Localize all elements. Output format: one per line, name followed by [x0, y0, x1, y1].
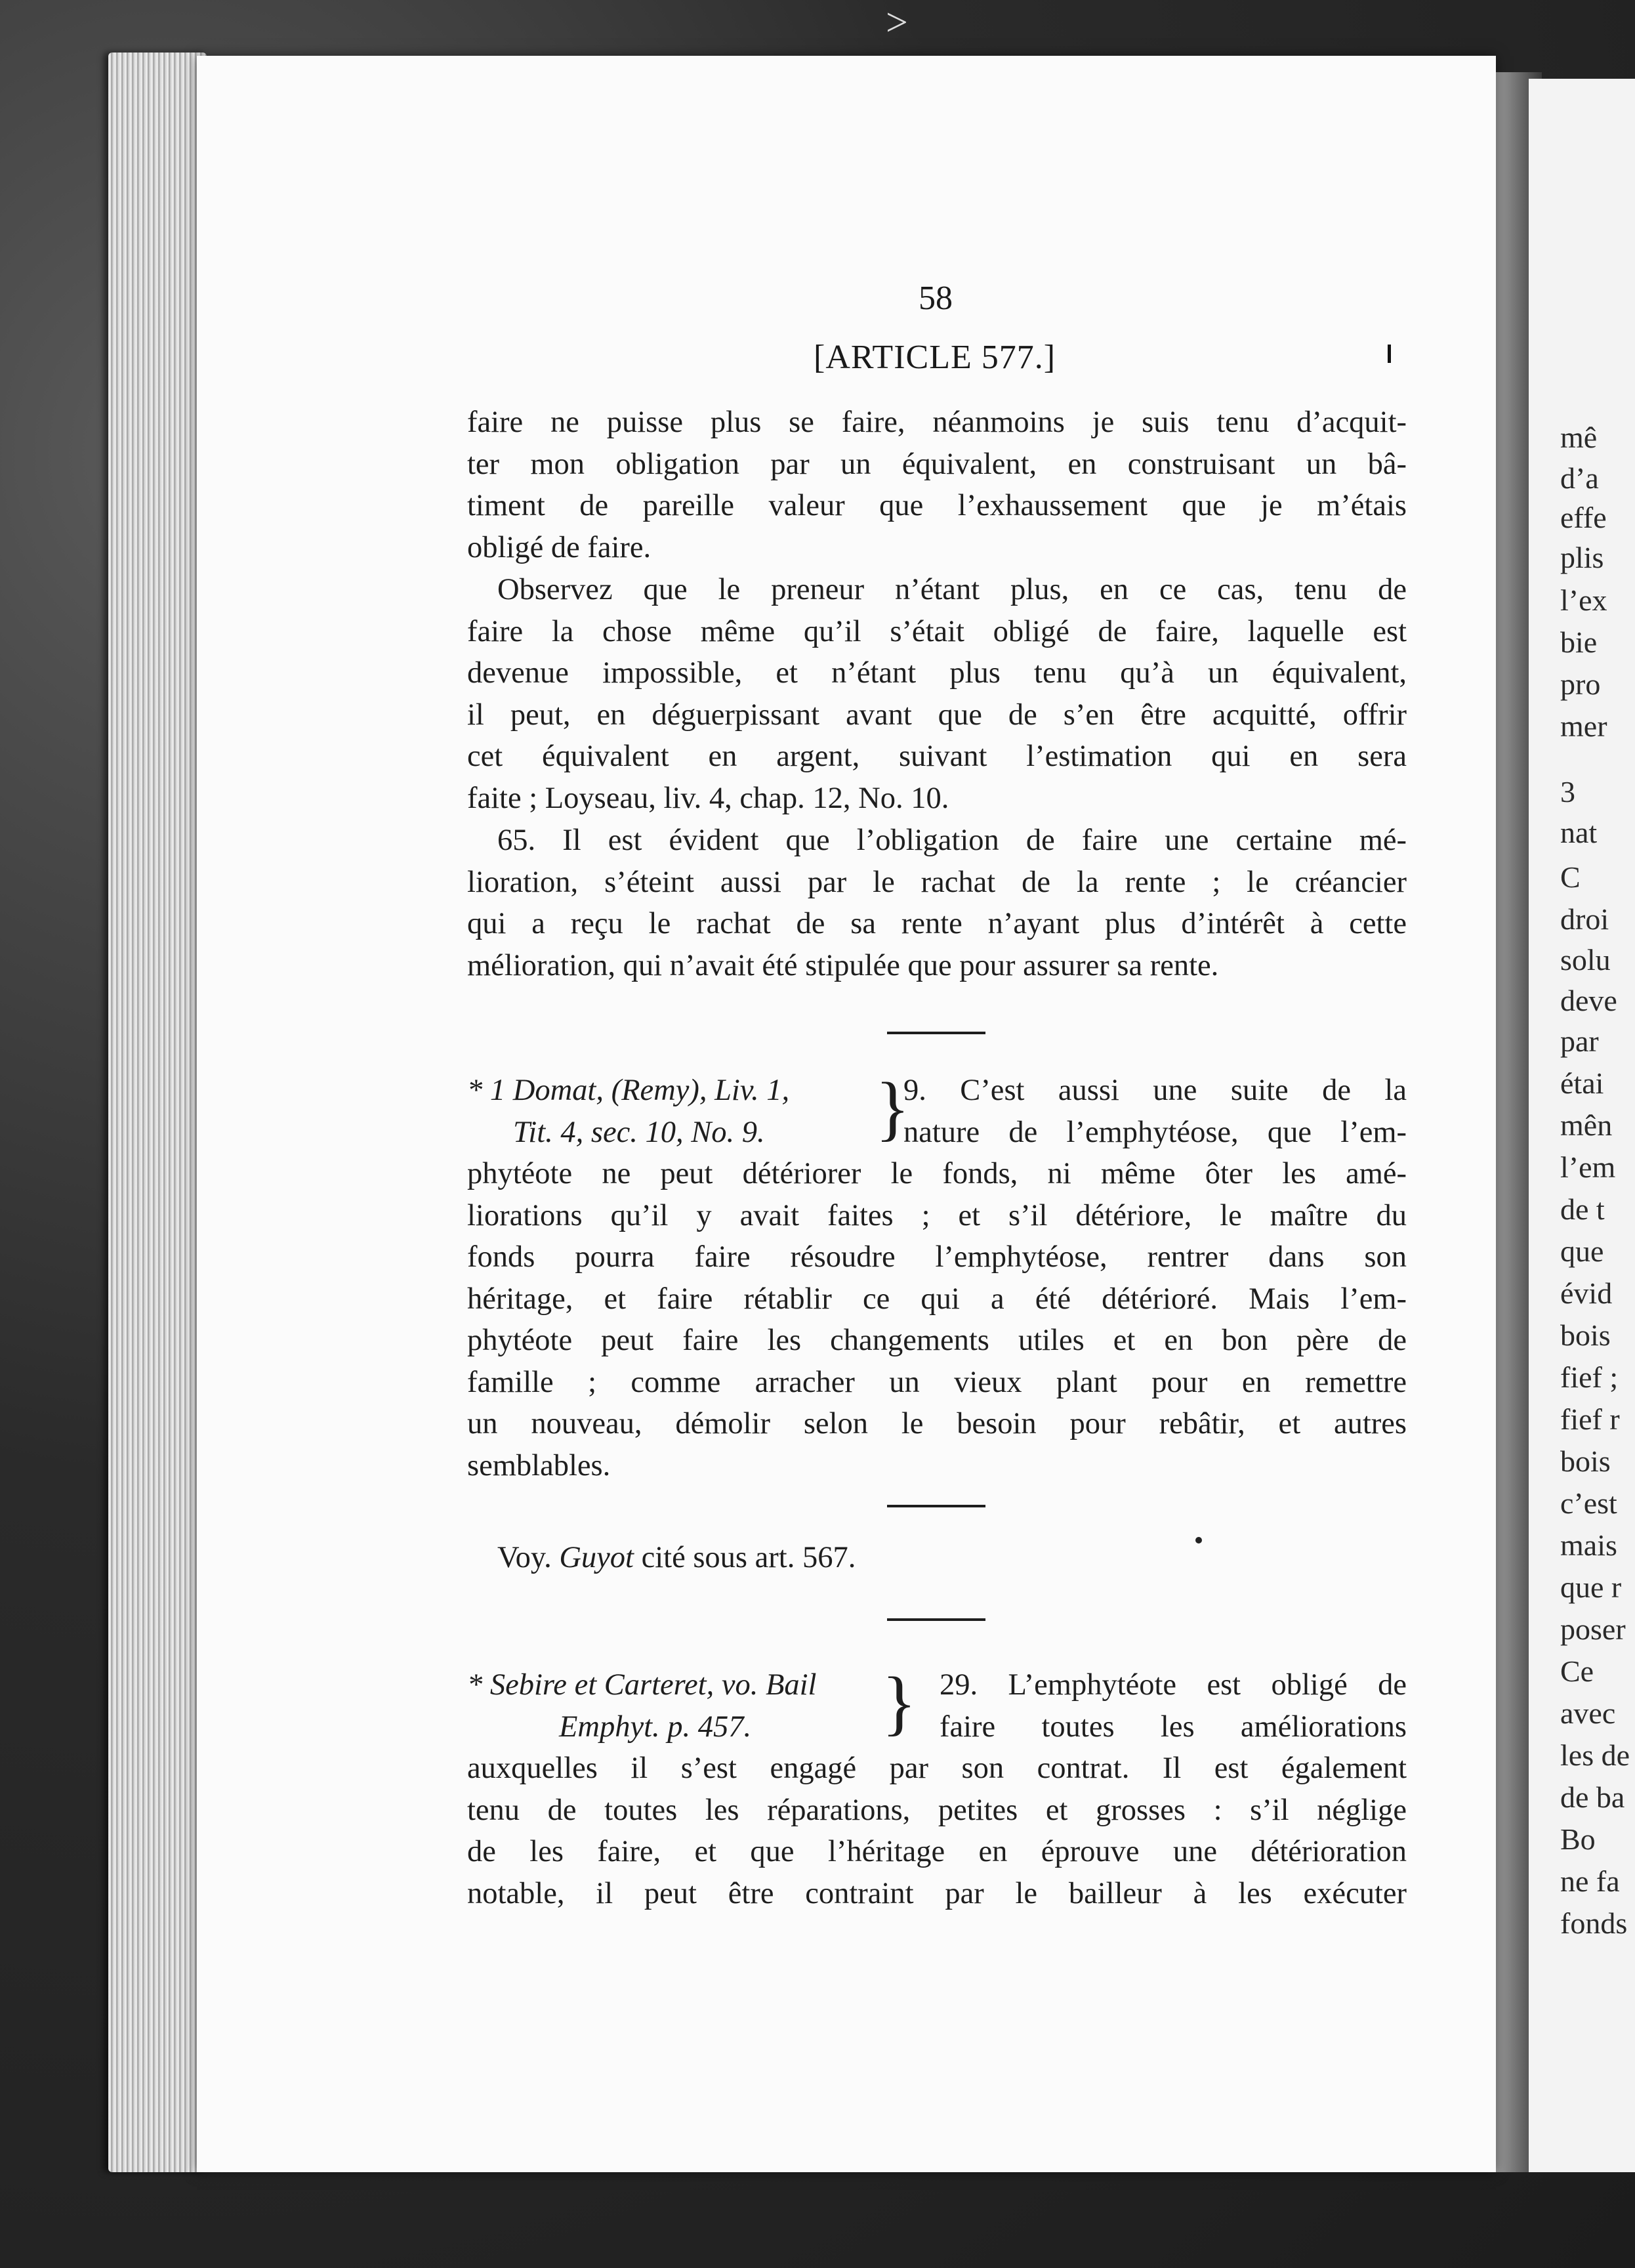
facing-page-fragment: c’est: [1560, 1486, 1617, 1520]
text-line: tenu de toutes les réparations, petites et grosses : s’il néglige: [467, 1793, 1407, 1827]
facing-page-fragment: les de: [1560, 1738, 1630, 1772]
text-line: il peut, en déguerpissant avant que de s’en être acquitté, offrir: [467, 698, 1407, 732]
book-page-edges: [108, 52, 207, 2172]
facing-page-fragment: mên: [1560, 1108, 1613, 1142]
facing-page-fragment: fief r: [1560, 1402, 1620, 1436]
facing-page-fragment: 3: [1560, 775, 1575, 808]
sebire-text-start: [940, 1664, 1407, 1748]
text-line: liorations qu’il y avait faites ; et s’il détériore, le maître du: [467, 1198, 1407, 1232]
facing-page-fragment: de ba: [1560, 1780, 1625, 1814]
voy-rest: cité sous art. 567.: [641, 1541, 856, 1574]
facing-page-fragment: nat: [1560, 816, 1598, 849]
facing-page-fragment: deve: [1560, 984, 1617, 1017]
domat-source-line2: Tit. 4, sec. 10, No. 9.: [513, 1115, 765, 1149]
facing-page-fragment: plis: [1560, 541, 1604, 574]
voy-reference: [497, 1540, 856, 1575]
text-line: 65. Il est évident que l’obligation de faire une certaine mé-: [497, 824, 1407, 857]
scan-artifact: >: [886, 1, 908, 44]
article-heading: [ARTICLE 577.]: [814, 339, 1056, 376]
domat-source: [467, 1070, 874, 1153]
facing-page: [1529, 79, 1635, 2172]
text-line: lioration, s’éteint aussi par le rachat de la rente ; le créancier: [467, 865, 1407, 899]
margin-mark: [1388, 345, 1391, 363]
text-line: devenue impossible, et n’étant plus tenu qu’à un équivalent,: [467, 656, 1407, 690]
paragraph-observez: [467, 569, 1407, 819]
text-line: faire ne puisse plus se faire, néanmoins je suis tenu d’acquit-: [467, 406, 1407, 439]
section-divider: [887, 1505, 985, 1507]
facing-page-fragment: l’ex: [1560, 583, 1607, 617]
text-line: fonds pourra faire résoudre l’emphytéose, rentrer dans son: [467, 1240, 1407, 1274]
text-line: qui a reçu le rachat de sa rente n’ayant plus d’intérêt à cette: [467, 907, 1407, 940]
voy-author: Guyot: [559, 1541, 634, 1574]
text-line: de les faire, et que l’héritage en éprouve une détérioration: [467, 1835, 1407, 1868]
text-line: cet équivalent en argent, suivant l’estimation qui en sera: [467, 740, 1407, 773]
facing-page-fragment: mais: [1560, 1528, 1617, 1562]
sebire-text-body: [467, 1748, 1407, 1914]
facing-page-fragment: effe: [1560, 501, 1607, 534]
facing-page-fragment: par: [1560, 1024, 1599, 1058]
facing-page-fragment: ne fa: [1560, 1864, 1620, 1898]
brace-mark: }: [882, 1662, 917, 1742]
text-line: mélioration, qui n’avait été stipulée que pour assurer sa rente.: [467, 948, 1219, 982]
domat-source-line1: * 1 Domat, (Remy), Liv. 1,: [467, 1074, 790, 1107]
text-line: faire la chose même qu’il s’était obligé de faire, laquelle est: [467, 614, 1407, 648]
text-line: héritage, et faire rétablir ce qui a été détérioré. Mais l’em-: [467, 1282, 1407, 1316]
text-line: auxquelles il s’est engagé par son contrat. Il est également: [467, 1752, 1407, 1785]
facing-page-fragment: fief ;: [1560, 1360, 1619, 1394]
text-line: obligé de faire.: [467, 530, 652, 564]
ink-speck: [1195, 1537, 1202, 1544]
brace-mark: }: [875, 1068, 910, 1148]
text-line: semblables.: [467, 1448, 611, 1482]
paragraph-65: [467, 820, 1407, 986]
text-line: ter mon obligation par un équivalent, en construisant un bâ-: [467, 447, 1407, 481]
facing-page-fragment: bie: [1560, 625, 1598, 659]
facing-page-fragment: évid: [1560, 1276, 1613, 1310]
text-line: phytéote peut faire les changements utiles et en bon père de: [467, 1324, 1407, 1357]
section-divider: [887, 1618, 985, 1621]
sebire-source: [467, 1664, 874, 1748]
paragraph-continuation: [467, 402, 1407, 568]
facing-page-fragment: C: [1560, 860, 1581, 894]
sebire-right-line2: faire toutes les améliorations: [940, 1710, 1407, 1744]
facing-page-fragment: poser: [1560, 1612, 1626, 1646]
facing-page-fragment: étai: [1560, 1066, 1604, 1100]
text-line: timent de pareille valeur que l’exhaussement que je m’étais: [467, 489, 1407, 522]
sebire-source-line1: * Sebire et Carteret, vo. Bail: [467, 1668, 817, 1702]
facing-page-fragment: fonds: [1560, 1906, 1628, 1940]
text-line: phytéote ne peut détériorer le fonds, ni même ôter les amé-: [467, 1157, 1407, 1190]
facing-page-fragment: avec: [1560, 1696, 1616, 1730]
facing-page-fragment: bois: [1560, 1444, 1611, 1478]
facing-page-fragment: de t: [1560, 1192, 1605, 1226]
facing-page-fragment: l’em: [1560, 1150, 1616, 1184]
facing-page-fragment: que: [1560, 1234, 1604, 1268]
text-line: faite ; Loyseau, liv. 4, chap. 12, No. 10.: [467, 781, 949, 815]
sebire-right-line1: 29. L’emphytéote est obligé de: [940, 1668, 1407, 1702]
text-line: Observez que le preneur n’étant plus, en ce cas, tenu de: [497, 573, 1407, 606]
facing-page-fragment: bois: [1560, 1318, 1611, 1352]
facing-page-fragment: mê: [1560, 421, 1598, 454]
text-line: notable, il peut être contraint par le bailleur à les exécuter: [467, 1876, 1407, 1910]
facing-page-fragment: droi: [1560, 902, 1609, 936]
section-divider: [887, 1032, 985, 1034]
facing-page-fragment: Bo: [1560, 1822, 1596, 1856]
sebire-source-line2: Emphyt. p. 457.: [559, 1710, 752, 1744]
facing-page-fragment: mer: [1560, 709, 1607, 743]
text-line: un nouveau, démolir selon le besoin pour rebâtir, et autres: [467, 1407, 1407, 1440]
domat-right-line1: 9. C’est aussi une suite de la: [903, 1074, 1407, 1107]
page-number: 58: [919, 280, 953, 317]
facing-page-fragment: solu: [1560, 943, 1611, 976]
domat-right-line2: nature de l’emphytéose, que l’em-: [903, 1115, 1407, 1149]
facing-page-fragment: que r: [1560, 1570, 1622, 1604]
facing-page-fragment: pro: [1560, 667, 1601, 701]
facing-page-fragment: d’a: [1560, 461, 1599, 495]
domat-text-start: [903, 1070, 1407, 1153]
facing-page-fragment: Ce: [1560, 1654, 1594, 1688]
text-line: famille ; comme arracher un vieux plant pour en remettre: [467, 1365, 1407, 1399]
domat-text-body: [467, 1153, 1407, 1486]
voy-prefix: Voy.: [497, 1541, 552, 1574]
